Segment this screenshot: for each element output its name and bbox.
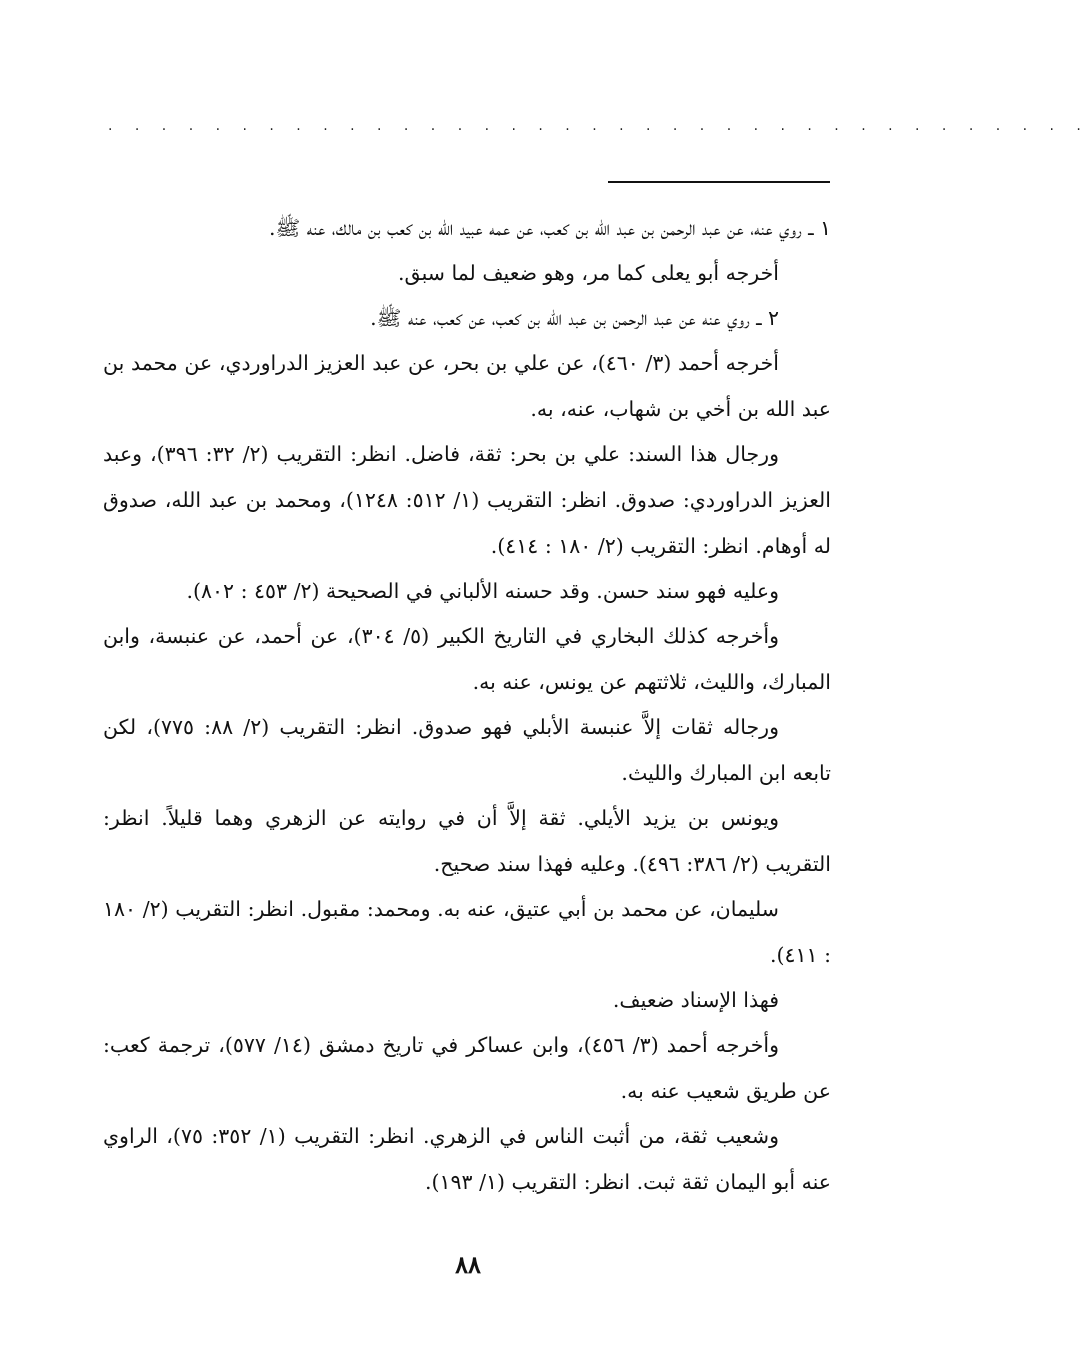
paragraph: فهذا الإسناد ضعيف. — [612, 988, 779, 1012]
paragraph: ورجاله ثقات إلاَّ عنبسة الأبلي فهو صدوق. انظر: التقريب (٢/ ٨٨: ٧٧٥)، لكن تابعه ابن المبارك والليث. — [103, 715, 831, 785]
paragraph: ويونس بن يزيد الأيلي. ثقة إلاَّ أن في روايته عن الزهري وهما قليلاً. انظر: التقريب (٢/ ٣٨٦: ٤٩٦). وعليه فهذا سند صحيح. — [103, 806, 831, 876]
paragraph: وعليه فهو سند حسن. وقد حسنه الألباني في الصحيحة (٢/ ٤٥٣ : ٨٠٢). — [186, 579, 779, 603]
paragraph: ورجال هذا السند: علي بن بحر: ثقة، فاضل. انظر: التقريب (٢/ ٣٢: ٣٩٦)، وعبد العزيز الدراوردي: صدوق. انظر: التقريب (١/ ٥١٢: ١٢٤٨)، ومحمد بن عبد الله، صدوق له أوهام. انظر: التقريب (٢/ ١٨٠ : ٤١٤). — [103, 442, 831, 558]
paragraph: وأخرجه كذلك البخاري في التاريخ الكبير (٥/ ٣٠٤)، عن أحمد، عن عنبسة، وابن المبارك، والليث، ثلاثتهم عن يونس، عنه به. — [103, 624, 831, 694]
dotted-separator: . . . . . . . . . . . . . . . . . . . . . . . . . . . . . . . . . . . . . — [108, 118, 1090, 134]
paragraph: وأخرجه أحمد (٣/ ٤٥٦)، وابن عساكر في تاريخ دمشق (١٤/ ٥٧٧)، ترجمة كعب: عن طريق شعيب عنه به. — [103, 1033, 831, 1103]
paragraph: ٢ ــ روي عنه عن عبد الرحمن بن عبد الله بن كعب، عن كعب، عنه ﷺ. — [370, 306, 779, 330]
footnote-body — [103, 205, 831, 1204]
footnote-rule — [608, 181, 830, 183]
paragraph: ١ ــ روي عنه، عن عبد الرحمن بن عبد الله بن كعب، عن عمه عبيد الله بن كعب بن مالك، عنه ﷺ. — [268, 216, 831, 240]
page-number: ٨٨ — [455, 1250, 481, 1279]
paragraph: أخرجه أحمد (٣/ ٤٦٠)، عن علي بن بحر، عن عبد العزيز الدراوردي، عن محمد بن عبد الله بن أخي بن شهاب، عنه، به. — [103, 351, 831, 421]
paragraph: أخرجه أبو يعلى كما مر، وهو ضعيف لما سبق. — [397, 261, 779, 285]
paragraph: وشعيب ثقة، من أثبت الناس في الزهري. انظر: التقريب (١/ ٣٥٢: ٧٥)، الراوي عنه أبو اليمان ثقة ثبت. انظر: التقريب (١/ ١٩٣). — [103, 1124, 831, 1194]
paragraph: سليمان، عن محمد بن أبي عتيق، عنه به. ومحمد: مقبول. انظر: التقريب (٢/ ١٨٠ : ٤١١). — [103, 897, 831, 967]
